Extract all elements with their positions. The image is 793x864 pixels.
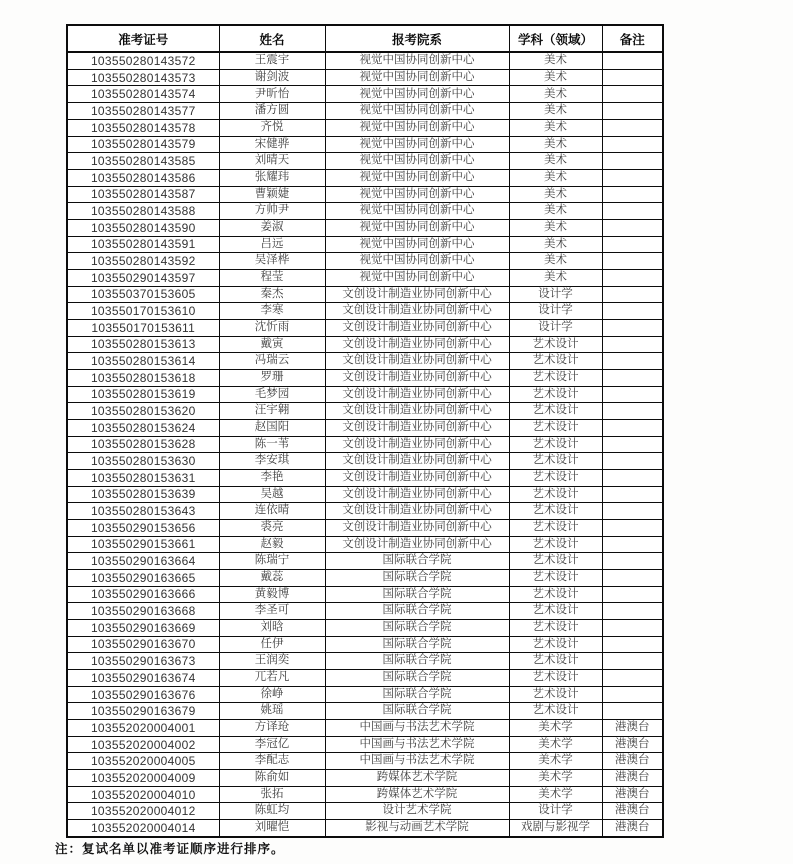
table-cell (602, 703, 663, 720)
table-cell: 张拓 (219, 786, 325, 803)
table-cell: 视觉中国协同创新中心 (325, 186, 509, 203)
table-cell: 103550280153630 (67, 453, 219, 470)
table-cell: 视觉中国协同创新中心 (325, 203, 509, 220)
table-cell: 103550290163669 (67, 619, 219, 636)
table-cell: 103550280143572 (67, 52, 219, 69)
table-cell (602, 153, 663, 170)
table-cell: 103550290163670 (67, 636, 219, 653)
table-cell: 艺术设计 (509, 536, 602, 553)
table-cell (602, 553, 663, 570)
table-cell: 103550170153611 (67, 319, 219, 336)
table-row (67, 269, 663, 286)
table-row (67, 603, 663, 620)
table-cell: 文创设计制造业协同创新中心 (325, 336, 509, 353)
table-cell: 艺术设计 (509, 486, 602, 503)
table-cell: 美术 (509, 69, 602, 86)
table-row (67, 303, 663, 320)
table-header-row (67, 25, 663, 52)
table-cell (602, 186, 663, 203)
table-cell (602, 303, 663, 320)
table-cell: 文创设计制造业协同创新中心 (325, 369, 509, 386)
table-cell: 103550280143579 (67, 136, 219, 153)
table-cell: 文创设计制造业协同创新中心 (325, 403, 509, 420)
table-cell: 美术 (509, 119, 602, 136)
table-cell: 美术 (509, 52, 602, 69)
table-cell (602, 403, 663, 420)
table-cell: 美术学 (509, 720, 602, 737)
table-cell (602, 219, 663, 236)
table-cell: 103550290163664 (67, 553, 219, 570)
table-cell: 103552020004010 (67, 786, 219, 803)
table-cell: 艺术设计 (509, 336, 602, 353)
table-cell: 艺术设计 (509, 469, 602, 486)
table-cell: 美术 (509, 153, 602, 170)
table-cell: 艺术设计 (509, 619, 602, 636)
table-cell: 视觉中国协同创新中心 (325, 52, 509, 69)
table-row (67, 720, 663, 737)
table-cell: 美术 (509, 236, 602, 253)
table-cell: 赵国阳 (219, 419, 325, 436)
table-row (67, 503, 663, 520)
table-cell: 戴寅 (219, 336, 325, 353)
table-row (67, 770, 663, 787)
table-cell: 103550280153643 (67, 503, 219, 520)
footnote: 注：复试名单以准考证顺序进行排序。 (55, 842, 285, 856)
table-cell: 设计艺术学院 (325, 803, 509, 820)
table-cell: 视觉中国协同创新中心 (325, 86, 509, 103)
table-cell: 影视与动画艺术学院 (325, 820, 509, 837)
table-row (67, 803, 663, 820)
table-cell: 陈俞如 (219, 770, 325, 787)
table-row (67, 686, 663, 703)
table-cell: 103550280143588 (67, 203, 219, 220)
table-cell: 103550280143577 (67, 103, 219, 120)
table-row (67, 736, 663, 753)
table-cell: 103550280143573 (67, 69, 219, 86)
column-header: 准考证号 (67, 25, 219, 52)
table-cell: 兀若凡 (219, 670, 325, 687)
table-cell: 尹昕怡 (219, 86, 325, 103)
table-cell: 美术 (509, 253, 602, 270)
table-cell: 美术 (509, 136, 602, 153)
table-cell: 国际联合学院 (325, 703, 509, 720)
table-cell: 李艳 (219, 469, 325, 486)
column-header: 报考院系 (325, 25, 509, 52)
table-cell (602, 586, 663, 603)
table-cell: 103550280143585 (67, 153, 219, 170)
table-cell: 视觉中国协同创新中心 (325, 103, 509, 120)
table-cell: 103550290163665 (67, 569, 219, 586)
table-cell: 跨媒体艺术学院 (325, 770, 509, 787)
table-cell: 文创设计制造业协同创新中心 (325, 353, 509, 370)
table-cell: 103550280153631 (67, 469, 219, 486)
table-cell: 103550290163674 (67, 670, 219, 687)
table-cell: 刘曜恺 (219, 820, 325, 837)
table-cell: 艺术设计 (509, 703, 602, 720)
table-cell: 103550290153661 (67, 536, 219, 553)
table-row (67, 86, 663, 103)
table-cell (602, 653, 663, 670)
table-cell: 艺术设计 (509, 436, 602, 453)
table-cell: 美术 (509, 86, 602, 103)
table-cell: 103550280153618 (67, 369, 219, 386)
table-cell: 国际联合学院 (325, 653, 509, 670)
table-cell: 文创设计制造业协同创新中心 (325, 419, 509, 436)
table-cell: 103552020004012 (67, 803, 219, 820)
table-cell: 103550370153605 (67, 286, 219, 303)
table-cell: 103552020004014 (67, 820, 219, 837)
table-cell: 港澳台 (602, 753, 663, 770)
table-cell: 秦杰 (219, 286, 325, 303)
table-row (67, 119, 663, 136)
table-cell: 艺术设计 (509, 569, 602, 586)
table-cell: 103550280143574 (67, 86, 219, 103)
table-cell: 沈忻雨 (219, 319, 325, 336)
table-row (67, 286, 663, 303)
table-cell (602, 536, 663, 553)
table-cell: 视觉中国协同创新中心 (325, 119, 509, 136)
table-cell: 赵毅 (219, 536, 325, 553)
table-cell: 宋健骅 (219, 136, 325, 153)
table-body (67, 52, 663, 837)
table-cell (602, 419, 663, 436)
table-cell: 港澳台 (602, 720, 663, 737)
table-cell: 视觉中国协同创新中心 (325, 69, 509, 86)
table-cell (602, 103, 663, 120)
table-cell: 美术学 (509, 736, 602, 753)
table-cell: 国际联合学院 (325, 569, 509, 586)
table-cell: 王润奕 (219, 653, 325, 670)
table-cell: 文创设计制造业协同创新中心 (325, 469, 509, 486)
table-row (67, 153, 663, 170)
table-cell: 港澳台 (602, 820, 663, 837)
table-cell: 文创设计制造业协同创新中心 (325, 303, 509, 320)
table-cell: 艺术设计 (509, 670, 602, 687)
table-row (67, 219, 663, 236)
table-cell (602, 469, 663, 486)
table-cell: 文创设计制造业协同创新中心 (325, 486, 509, 503)
table-cell: 中国画与书法艺术学院 (325, 720, 509, 737)
table-cell: 视觉中国协同创新中心 (325, 169, 509, 186)
table-cell: 103550280143578 (67, 119, 219, 136)
table-cell: 刘晗 (219, 619, 325, 636)
table-cell: 视觉中国协同创新中心 (325, 269, 509, 286)
table-cell: 姚瑶 (219, 703, 325, 720)
table-row (67, 586, 663, 603)
table-cell: 潘方圆 (219, 103, 325, 120)
table-cell: 艺术设计 (509, 586, 602, 603)
table-row (67, 69, 663, 86)
table-cell: 文创设计制造业协同创新中心 (325, 536, 509, 553)
table-cell: 美术学 (509, 753, 602, 770)
table-cell (602, 386, 663, 403)
table-cell: 李配志 (219, 753, 325, 770)
table-cell: 103550280143590 (67, 219, 219, 236)
table-row (67, 386, 663, 403)
table-cell: 艺术设计 (509, 503, 602, 520)
table-row (67, 486, 663, 503)
table-cell (602, 670, 663, 687)
column-header: 备注 (602, 25, 663, 52)
table-cell (602, 86, 663, 103)
table-cell: 国际联合学院 (325, 586, 509, 603)
table-cell (602, 236, 663, 253)
table-cell: 刘晴天 (219, 153, 325, 170)
table-cell: 李寒 (219, 303, 325, 320)
table-cell: 张耀玮 (219, 169, 325, 186)
table-cell: 视觉中国协同创新中心 (325, 236, 509, 253)
table-cell: 罗珊 (219, 369, 325, 386)
table-row (67, 453, 663, 470)
table-cell (602, 636, 663, 653)
table-cell: 设计学 (509, 803, 602, 820)
table-cell: 视觉中国协同创新中心 (325, 219, 509, 236)
table-cell (602, 353, 663, 370)
table-cell (602, 269, 663, 286)
table-cell: 程莹 (219, 269, 325, 286)
table-cell (602, 436, 663, 453)
table-row (67, 636, 663, 653)
table-row (67, 786, 663, 803)
table-cell: 美术 (509, 203, 602, 220)
table-cell: 毛梦园 (219, 386, 325, 403)
table-cell: 艺术设计 (509, 653, 602, 670)
table-cell: 吴越 (219, 486, 325, 503)
table-cell: 设计学 (509, 319, 602, 336)
table-cell: 王震宇 (219, 52, 325, 69)
table-cell: 103550280143587 (67, 186, 219, 203)
table-cell (602, 569, 663, 586)
table-cell: 中国画与书法艺术学院 (325, 736, 509, 753)
table-cell: 美术 (509, 103, 602, 120)
table-cell: 103552020004002 (67, 736, 219, 753)
table-cell: 港澳台 (602, 803, 663, 820)
table-cell (602, 369, 663, 386)
table-cell: 方帅尹 (219, 203, 325, 220)
table-cell: 美术学 (509, 770, 602, 787)
table-cell: 103550280153628 (67, 436, 219, 453)
table-cell: 黄毅博 (219, 586, 325, 603)
table-cell: 裘亮 (219, 519, 325, 536)
table-cell (602, 169, 663, 186)
table-cell: 艺术设计 (509, 519, 602, 536)
table-cell: 冯瑞云 (219, 353, 325, 370)
table-cell: 任伊 (219, 636, 325, 653)
table-cell: 设计学 (509, 303, 602, 320)
table-cell: 视觉中国协同创新中心 (325, 136, 509, 153)
table-cell: 美术 (509, 186, 602, 203)
table-row (67, 419, 663, 436)
table-row (67, 353, 663, 370)
table-cell: 美术 (509, 169, 602, 186)
table-cell: 103552020004009 (67, 770, 219, 787)
table-cell (602, 203, 663, 220)
table-row (67, 136, 663, 153)
table-cell: 国际联合学院 (325, 553, 509, 570)
table-cell: 艺术设计 (509, 386, 602, 403)
table-cell: 103550290153656 (67, 519, 219, 536)
table-cell: 陈一苇 (219, 436, 325, 453)
table-row (67, 103, 663, 120)
table-cell: 文创设计制造业协同创新中心 (325, 386, 509, 403)
table-cell: 跨媒体艺术学院 (325, 786, 509, 803)
table-cell: 103550280153624 (67, 419, 219, 436)
table-cell: 美术学 (509, 786, 602, 803)
table-cell (602, 286, 663, 303)
table-cell: 103550290163673 (67, 653, 219, 670)
table-cell: 103550290163666 (67, 586, 219, 603)
table-cell: 艺术设计 (509, 686, 602, 703)
table-row (67, 336, 663, 353)
table-row (67, 369, 663, 386)
table-cell (602, 69, 663, 86)
table-cell: 李圣可 (219, 603, 325, 620)
table-cell: 艺术设计 (509, 419, 602, 436)
table-cell (602, 519, 663, 536)
table-row (67, 536, 663, 553)
table-cell: 港澳台 (602, 770, 663, 787)
table-cell: 103550280143592 (67, 253, 219, 270)
table-cell: 艺术设计 (509, 453, 602, 470)
table-cell: 103550280143586 (67, 169, 219, 186)
table-row (67, 169, 663, 186)
exam-roster-table (66, 24, 664, 838)
table-cell: 103552020004005 (67, 753, 219, 770)
table-row (67, 203, 663, 220)
table-cell: 文创设计制造业协同创新中心 (325, 453, 509, 470)
table-cell: 戴蕊 (219, 569, 325, 586)
table-cell: 103550280143591 (67, 236, 219, 253)
table-cell: 姜淑 (219, 219, 325, 236)
table-cell: 方译玱 (219, 720, 325, 737)
table-row (67, 519, 663, 536)
table-cell: 艺术设计 (509, 369, 602, 386)
table-cell: 视觉中国协同创新中心 (325, 253, 509, 270)
table-cell: 陈虹均 (219, 803, 325, 820)
table-cell: 李安琪 (219, 453, 325, 470)
table-row (67, 52, 663, 69)
table-cell: 103550280153620 (67, 403, 219, 420)
table-row (67, 469, 663, 486)
table-row (67, 619, 663, 636)
table-cell: 文创设计制造业协同创新中心 (325, 519, 509, 536)
table-cell (602, 503, 663, 520)
table-cell: 艺术设计 (509, 353, 602, 370)
table-cell: 视觉中国协同创新中心 (325, 153, 509, 170)
table-cell (602, 603, 663, 620)
table-cell: 吴泽桦 (219, 253, 325, 270)
table-cell: 103550170153610 (67, 303, 219, 320)
table-cell: 103550280153639 (67, 486, 219, 503)
table-cell: 戏剧与影视学 (509, 820, 602, 837)
table-cell (602, 52, 663, 69)
table-row (67, 436, 663, 453)
table-cell: 103550290163676 (67, 686, 219, 703)
table-cell (602, 136, 663, 153)
table-cell: 国际联合学院 (325, 670, 509, 687)
table-cell: 吕远 (219, 236, 325, 253)
table-cell: 103550290143597 (67, 269, 219, 286)
table-cell: 103552020004001 (67, 720, 219, 737)
table-cell (602, 619, 663, 636)
table-cell: 陈瑞宁 (219, 553, 325, 570)
table-cell: 艺术设计 (509, 603, 602, 620)
table-cell (602, 486, 663, 503)
table-cell: 港澳台 (602, 786, 663, 803)
table-row (67, 569, 663, 586)
column-header: 姓名 (219, 25, 325, 52)
table-cell: 艺术设计 (509, 636, 602, 653)
table-cell: 103550290163679 (67, 703, 219, 720)
table-cell: 谢剑波 (219, 69, 325, 86)
table-row (67, 653, 663, 670)
table-cell (602, 319, 663, 336)
table-cell: 国际联合学院 (325, 619, 509, 636)
table-row (67, 186, 663, 203)
table-row (67, 253, 663, 270)
table-cell (602, 453, 663, 470)
table-cell: 文创设计制造业协同创新中心 (325, 286, 509, 303)
table-cell: 文创设计制造业协同创新中心 (325, 319, 509, 336)
table-cell: 曹颖婕 (219, 186, 325, 203)
table-cell: 艺术设计 (509, 403, 602, 420)
table-row (67, 236, 663, 253)
table-row (67, 703, 663, 720)
table-cell: 文创设计制造业协同创新中心 (325, 436, 509, 453)
table-cell: 齐悦 (219, 119, 325, 136)
table-cell: 美术 (509, 269, 602, 286)
column-header: 学科（领域） (509, 25, 602, 52)
table-cell: 国际联合学院 (325, 636, 509, 653)
table-cell (602, 336, 663, 353)
table-cell: 连依晴 (219, 503, 325, 520)
table-cell: 设计学 (509, 286, 602, 303)
table-cell: 103550290163668 (67, 603, 219, 620)
table-cell: 103550280153619 (67, 386, 219, 403)
table-cell: 汪宇翱 (219, 403, 325, 420)
table-cell: 美术 (509, 219, 602, 236)
table-cell: 国际联合学院 (325, 686, 509, 703)
table-row (67, 670, 663, 687)
table-cell (602, 686, 663, 703)
table-row (67, 553, 663, 570)
table-cell: 徐峥 (219, 686, 325, 703)
table-cell: 103550280153614 (67, 353, 219, 370)
table-row (67, 820, 663, 837)
table-row (67, 319, 663, 336)
table-cell: 中国画与书法艺术学院 (325, 753, 509, 770)
table-cell (602, 253, 663, 270)
table-cell: 文创设计制造业协同创新中心 (325, 503, 509, 520)
table-row (67, 403, 663, 420)
table-cell: 艺术设计 (509, 553, 602, 570)
table-cell: 国际联合学院 (325, 603, 509, 620)
table-cell: 103550280153613 (67, 336, 219, 353)
table-row (67, 753, 663, 770)
table-cell: 港澳台 (602, 736, 663, 753)
table-cell (602, 119, 663, 136)
table-cell: 李冠亿 (219, 736, 325, 753)
